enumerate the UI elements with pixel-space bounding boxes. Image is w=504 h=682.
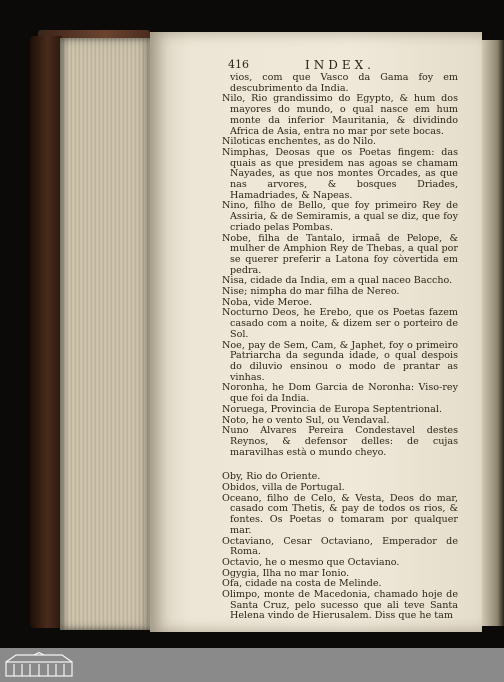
index-entry: Nimphas, Deosas que os Poetas fingem: das quais as que presidem nas agoas se chamam Nayades, as que nos montes Orcades, as que nas arvores, & bosques Driades, Hamadriades, & Napeas.: [222, 146, 458, 201]
index-entry: Obidos, villa de Portugal.: [222, 482, 345, 494]
section-gap: [222, 458, 458, 472]
book-cover-spine: [30, 36, 62, 628]
index-entry: Noto, he o vento Sul, ou Vendaval.: [222, 414, 390, 426]
index-entry: Oceano, filho de Celo, & Vesta, Deos do mar, casado com Thetis, & pay de todos os rios, & fontes. Os Poetas o tomaram por qualquer mar.: [222, 492, 458, 536]
index-entry: Ofa, cidade na costa de Melinde.: [222, 578, 382, 590]
index-entry: Nisa, cidade da India, em a qual naceo Baccho.: [222, 275, 453, 287]
index-entry: Noe, pay de Sem, Cam, & Japhet, foy o primeiro Patriarcha da segunda idade, o qual despois do diluvio ensinou o modo de prantar as vinhas.: [222, 339, 458, 383]
index-entry: Noronha, he Dom Garcia de Noronha: Viso-rey que foi da India.: [222, 382, 458, 405]
index-entry: Noba, vide Meroe.: [222, 296, 313, 308]
index-entry: Nuno Alvares Pereira Condestavel destes Reynos, & defensor delles: de cujas maravilhas està o mundo cheyo.: [222, 425, 458, 458]
index-entry: Olimpo, monte de Macedonia, chamado hoje de Santa Cruz, pelo sucesso que ali teve Santa Helena vindo de Hierusalem. Diss que he tam: [222, 589, 458, 622]
index-entry: Ogygia, Ilha no mar Ionio.: [222, 567, 350, 579]
running-title: INDEX.: [305, 58, 375, 72]
index-entry: Nilo, Rio grandissimo do Egypto, & hum dos mayores do mundo, o qual nasce em hum monte da inferior Mauritania, & dividindo Africa de Asia, entra no mar por sete bocas.: [222, 93, 458, 137]
index-entry: Nise; nimpha do mar filha de Nereo.: [222, 286, 400, 298]
page-header: [222, 60, 458, 72]
index-entry: Noruega, Provincia de Europa Septentrional.: [222, 403, 442, 415]
index-entry: Oby, Rio do Oriente.: [222, 471, 321, 483]
page-number: 416: [228, 58, 249, 71]
footer-strip: [0, 648, 504, 682]
index-entry: Nobe, filha de Tantalo, irmaã de Pelope, & mulher de Amphion Rey de Thebas, a qual por se querer preferir a Latona foy còvertida em pedra.: [222, 232, 458, 276]
page-text: [222, 60, 458, 622]
index-entry: vios, com que Vasco da Gama foy em descubrimento da India.: [230, 72, 458, 94]
index-section-n: [222, 73, 458, 458]
index-entry: Niloticas enchentes, as do Nilo.: [222, 136, 376, 148]
index-entry: Nino, filho de Bello, que foy primeiro Rey de Assiria, & de Semiramis, a qual se diz, que foy criado pelas Pombas.: [222, 200, 458, 233]
index-entry: Octaviano, Cesar Octaviano, Emperador de Roma.: [222, 535, 458, 558]
index-entry: Nocturno Deos, he Erebo, que os Poetas fazem casado com a noite, & dizem ser o porteiro de Sol.: [222, 307, 458, 340]
index-section-o: [222, 472, 458, 622]
page-edges: [60, 38, 152, 630]
index-entry: Octavio, he o mesmo que Octaviano.: [222, 556, 400, 568]
library-building-icon: [4, 652, 74, 678]
next-page-edge: [482, 40, 504, 626]
